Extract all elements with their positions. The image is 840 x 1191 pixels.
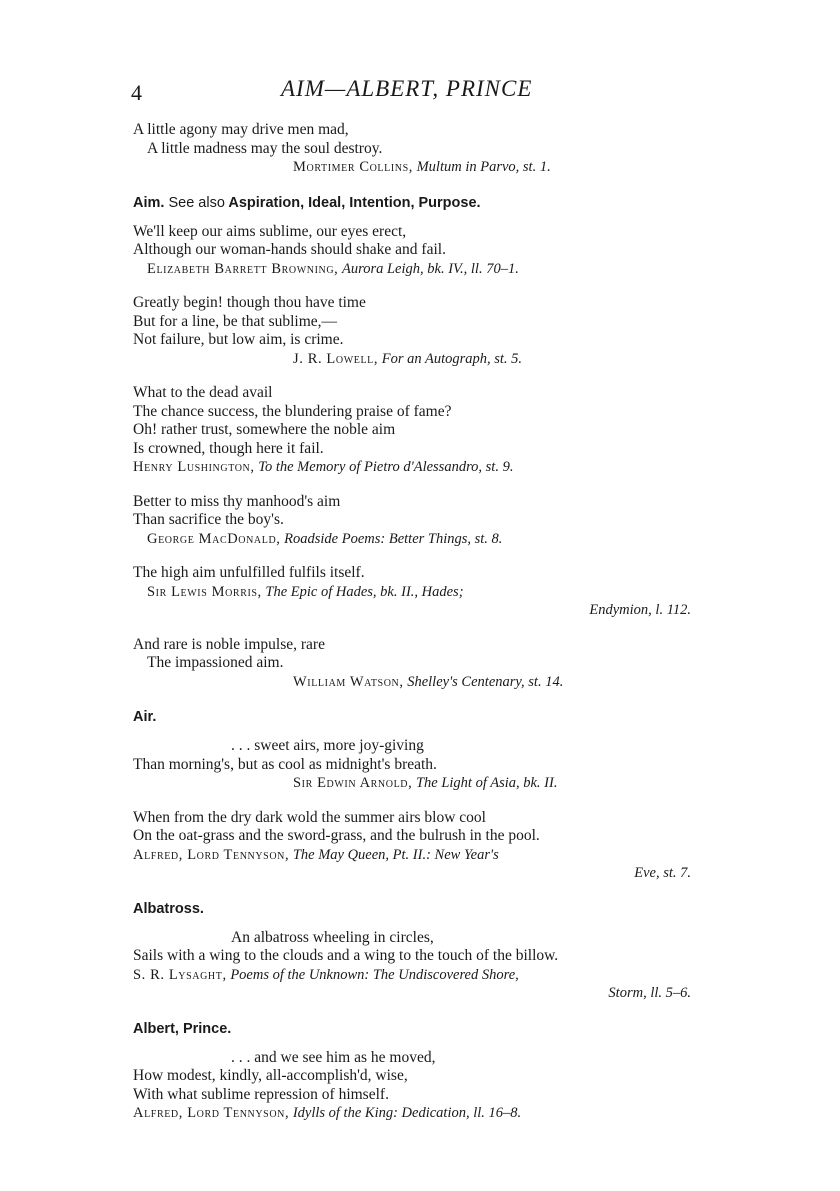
work-reference: Eve, st. 7. bbox=[634, 865, 691, 881]
work-reference: To the Memory of Pietro d'Alessandro, st. 9. bbox=[258, 459, 514, 475]
quotation bbox=[133, 809, 713, 883]
quote-line: With what sublime repression of himself. bbox=[133, 1085, 389, 1103]
quote-line: A little agony may drive men mad, bbox=[133, 121, 349, 138]
topic-label: Albert, Prince. bbox=[133, 1020, 232, 1037]
work-reference: The May Queen, Pt. II.: New Year's bbox=[292, 846, 499, 863]
author-name: George MacDonald, bbox=[147, 530, 281, 547]
quote-line: Not failure, but low aim, is crime. bbox=[133, 331, 344, 348]
quote-line: Sails with a wing to the clouds and a wing to the touch of the billow. bbox=[133, 947, 559, 964]
quotation bbox=[133, 929, 713, 1003]
quote-line: Better to miss thy manhood's aim bbox=[133, 492, 341, 510]
author-name: Elizabeth Barrett Browning, bbox=[147, 260, 339, 277]
quote-line: Oh! rather trust, somewhere the noble aim bbox=[133, 421, 396, 438]
quote-line: The high aim unfulfilled fulfils itself. bbox=[133, 564, 365, 581]
running-title: AIM—ALBERT, PRINCE bbox=[281, 76, 533, 101]
quote-line: We'll keep our aims sublime, our eyes erect, bbox=[133, 222, 407, 240]
work-reference: Storm, ll. 5–6. bbox=[608, 985, 691, 1001]
attribution bbox=[133, 864, 713, 883]
attribution bbox=[133, 350, 713, 369]
attribution bbox=[133, 583, 713, 602]
attribution bbox=[133, 774, 713, 793]
work-reference: For an Autograph, st. 5. bbox=[381, 350, 523, 367]
topic-heading bbox=[133, 707, 713, 727]
work-reference: Poems of the Unknown: The Undiscovered Shore, bbox=[230, 966, 519, 983]
quote-line: What to the dead avail bbox=[133, 384, 273, 401]
quote-line: Although our woman-hands should shake and fail. bbox=[133, 241, 446, 258]
quote-line: On the oat-grass and the sword-grass, and the bulrush in the pool. bbox=[133, 827, 540, 844]
work-reference: Aurora Leigh, bk. IV., ll. 70–1. bbox=[342, 260, 519, 277]
quote-line: How modest, kindly, all-accomplish'd, wise, bbox=[133, 1067, 408, 1084]
quote-line: The impassioned aim. bbox=[147, 654, 284, 671]
work-reference: The Epic of Hades, bk. II., Hades; bbox=[265, 583, 464, 600]
author-name: Sir Edwin Arnold, bbox=[293, 775, 413, 791]
quote-line: An albatross wheeling in circles, bbox=[231, 928, 434, 946]
quote-line: When from the dry dark wold the summer airs blow cool bbox=[133, 808, 486, 826]
page-number: 4 bbox=[131, 80, 142, 105]
quotation bbox=[133, 564, 713, 620]
quotation bbox=[133, 294, 713, 368]
quote-line: . . . sweet airs, more joy-giving bbox=[231, 737, 424, 754]
work-reference: The Light of Asia, bk. II. bbox=[415, 775, 558, 791]
author-name: Henry Lushington, bbox=[133, 459, 255, 475]
quote-line: But for a line, be that sublime,— bbox=[133, 312, 338, 330]
quotation bbox=[133, 223, 713, 279]
author-name: Mortimer Collins, bbox=[293, 159, 413, 175]
quotation bbox=[133, 636, 713, 692]
work-reference: Endymion, l. 112. bbox=[589, 602, 691, 618]
see-also-targets: Aspiration, Ideal, Intention, Purpose. bbox=[228, 194, 481, 211]
quotation bbox=[133, 493, 713, 549]
attribution bbox=[133, 158, 713, 177]
topic-label: Air. bbox=[133, 709, 157, 725]
attribution bbox=[133, 458, 713, 477]
topic-heading bbox=[133, 899, 713, 919]
attribution bbox=[133, 984, 713, 1003]
quote-line: Than sacrifice the boy's. bbox=[133, 511, 284, 528]
quote-line: And rare is noble impulse, rare bbox=[133, 635, 325, 653]
attribution bbox=[133, 966, 713, 985]
running-header bbox=[131, 76, 691, 108]
quotation-list bbox=[133, 121, 713, 1139]
quote-line: Than morning's, but as cool as midnight's breath. bbox=[133, 755, 437, 773]
quote-line: Greatly begin! though thou have time bbox=[133, 294, 366, 311]
attribution bbox=[133, 1104, 713, 1123]
work-reference: Multum in Parvo, st. 1. bbox=[416, 159, 551, 175]
topic-heading bbox=[133, 193, 713, 213]
topic-label: Albatross. bbox=[133, 900, 204, 917]
quotation bbox=[133, 737, 713, 793]
author-name: Sir Lewis Morris, bbox=[147, 583, 262, 600]
attribution bbox=[133, 601, 713, 620]
author-name: S. R. Lysaght, bbox=[133, 966, 227, 983]
topic-label: Aim. bbox=[133, 194, 165, 211]
work-reference: Roadside Poems: Better Things, st. 8. bbox=[284, 530, 503, 547]
author-name: Alfred, Lord Tennyson, bbox=[133, 1105, 290, 1121]
quote-line: The chance success, the blundering praise of fame? bbox=[133, 402, 452, 420]
see-also-text: See also bbox=[168, 194, 225, 211]
quotation bbox=[133, 1049, 713, 1123]
attribution bbox=[133, 673, 713, 692]
quote-line: A little madness may the soul destroy. bbox=[147, 139, 383, 157]
topic-heading bbox=[133, 1019, 713, 1039]
author-name: Alfred, Lord Tennyson, bbox=[133, 846, 290, 863]
attribution bbox=[133, 530, 713, 549]
quotation bbox=[133, 384, 713, 477]
quote-line: Is crowned, though here it fail. bbox=[133, 439, 324, 457]
author-name: J. R. Lowell, bbox=[293, 350, 379, 367]
author-name: William Watson, bbox=[293, 673, 404, 690]
work-reference: Shelley's Centenary, st. 14. bbox=[407, 673, 564, 690]
quotation bbox=[133, 121, 713, 177]
quote-line: . . . and we see him as he moved, bbox=[231, 1048, 436, 1066]
attribution bbox=[133, 260, 713, 279]
work-reference: Idylls of the King: Dedication, ll. 16–8. bbox=[292, 1105, 522, 1121]
attribution bbox=[133, 846, 713, 865]
